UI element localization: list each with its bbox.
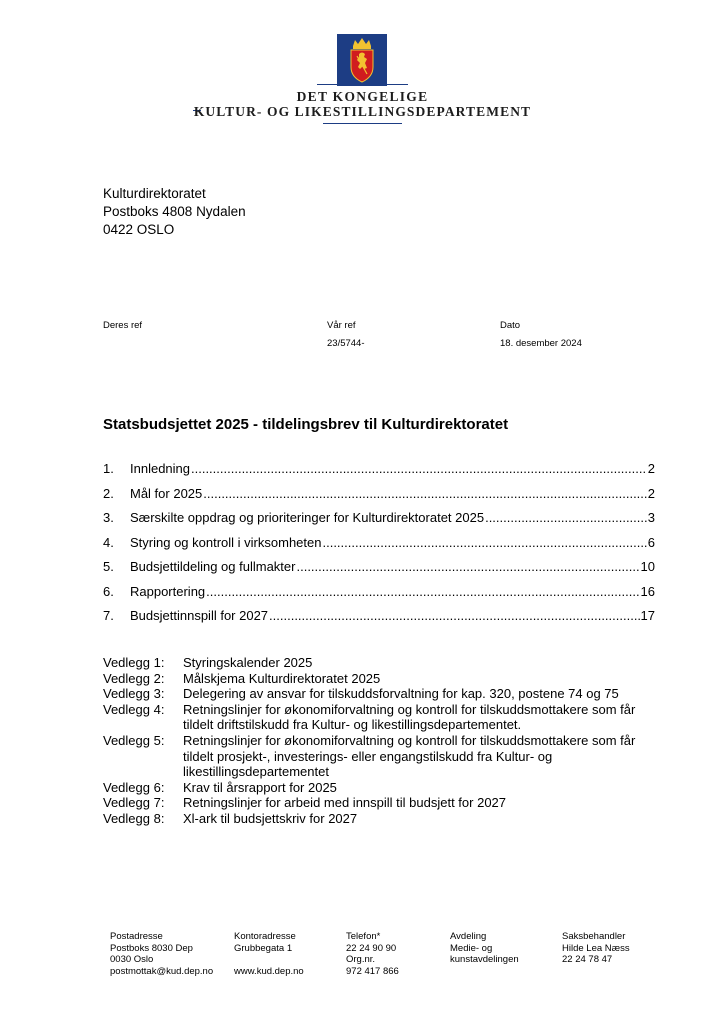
footer-line: kunstavdelingen: [450, 954, 519, 965]
toc-page: 2: [647, 461, 655, 476]
deres-ref-label: Deres ref: [103, 320, 143, 331]
attachment-item: [103, 655, 663, 671]
footer-line: Postboks 8030 Dep: [110, 942, 193, 954]
attachment-label: Vedlegg 3:: [103, 686, 165, 702]
attachment-list: [103, 655, 663, 827]
toc-number: 5.: [103, 559, 114, 574]
footer-heading: Avdeling: [450, 931, 487, 942]
toc-leader: [485, 510, 647, 525]
attachment-text: Xl-ark til budsjettskriv for 2027: [183, 810, 358, 826]
attachment-text: Delegering av ansvar for tilskuddsforvaltning for kap. 320, postene 74 og 75: [183, 686, 619, 702]
footer-line: 22 24 78 47: [562, 954, 613, 965]
dato-value: 18. desember 2024: [500, 338, 582, 349]
toc-entry[interactable]: [103, 486, 655, 502]
toc-leader: [191, 461, 647, 476]
department-name-line1: DET KONGELIGE: [296, 89, 429, 104]
toc-label: Styring og kontroll i virksomheten: [130, 534, 322, 550]
footer-telefon: [346, 931, 399, 977]
toc-entry[interactable]: [103, 510, 655, 526]
attachment-text: Krav til årsrapport for 2025: [183, 779, 337, 795]
header-rule-bottom: [323, 123, 402, 124]
toc-leader: [203, 486, 647, 501]
attachment-text: Retningslinjer for arbeid med innspill til budsjett for 2027: [183, 795, 507, 811]
footer-kontoradresse: [234, 931, 304, 977]
footer-heading: Saksbehandler: [562, 931, 626, 942]
toc-page: 16: [640, 583, 655, 599]
footer-line: 972 417 866: [346, 965, 399, 977]
toc-number: 6.: [103, 583, 114, 599]
attachment-item: [103, 780, 663, 796]
footer-avdeling: [450, 931, 519, 966]
attachment-label: Vedlegg 8:: [103, 810, 165, 826]
footer-line: Medie- og: [450, 942, 493, 954]
footer-saksbehandler: [562, 931, 630, 966]
attachment-label: Vedlegg 6:: [103, 779, 165, 795]
dato-label: Dato: [500, 320, 521, 331]
footer-line: 0030 Oslo: [110, 954, 154, 965]
recipient-line: Kulturdirektoratet: [103, 186, 206, 201]
attachment-item: [103, 686, 663, 702]
header-rule-top: [317, 84, 408, 85]
toc-number: 7.: [103, 608, 114, 623]
footer-website-link[interactable]: www.kud.dep.no: [234, 965, 304, 977]
toc-leader: [269, 608, 640, 623]
attachment-item: [103, 702, 663, 733]
footer-line: 22 24 90 90: [346, 942, 397, 954]
toc-entry[interactable]: [103, 535, 655, 551]
attachment-label: Vedlegg 4:: [103, 701, 165, 717]
toc-label: Budsjettildeling og fullmakter: [130, 559, 296, 574]
toc-leader: [322, 535, 646, 550]
attachment-item: [103, 671, 663, 687]
attachment-item: [103, 811, 663, 827]
toc-label: Budsjettinnspill for 2027: [130, 608, 269, 623]
toc-page: 3: [647, 510, 655, 525]
table-of-contents: [103, 461, 655, 631]
attachment-label: Vedlegg 5:: [103, 732, 165, 748]
attachment-label: Vedlegg 1:: [103, 655, 165, 670]
attachment-text: Retningslinjer for økonomiforvaltning og kontroll for tilskuddsmottakere som får tildelt driftstilskudd fra Kultur- og likestillingsdepartementet.: [183, 701, 636, 733]
var-ref-label: Vår ref: [327, 320, 356, 331]
recipient-line: 0422 OSLO: [103, 222, 175, 237]
toc-number: 2.: [103, 485, 114, 501]
toc-label: Innledning: [130, 461, 190, 476]
toc-label: Rapportering: [130, 583, 206, 599]
footer-line: Hilde Lea Næss: [562, 942, 630, 954]
toc-page: 10: [640, 559, 655, 574]
toc-entry[interactable]: [103, 584, 655, 600]
footer-line: Org.nr.: [346, 954, 376, 965]
toc-entry[interactable]: [103, 559, 655, 575]
attachment-item: [103, 733, 663, 780]
toc-label: Særskilte oppdrag og prioriteringer for Kulturdirektoratet 2025: [130, 510, 485, 525]
toc-page: 2: [647, 485, 655, 501]
recipient-address: [103, 185, 246, 239]
var-ref-value: 23/5744-: [327, 338, 365, 349]
footer-email-link[interactable]: postmottak@kud.dep.no: [110, 965, 214, 977]
attachment-text: Retningslinjer for økonomiforvaltning og kontroll for tilskuddsmottakere som får tildelt prosjekt-, investerings- eller engangstilskudd fra Kultur- og likestillingsdepartementet: [183, 732, 636, 780]
footer-postadresse: [110, 931, 213, 977]
attachment-text: Målskjema Kulturdirektoratet 2025: [183, 670, 381, 686]
footer-heading: Telefon*: [346, 931, 381, 942]
toc-entry[interactable]: [103, 608, 655, 624]
document-title: Statsbudsjettet 2025 - tildelingsbrev til Kulturdirektoratet: [103, 416, 509, 433]
department-name-line2: KULTUR- OG LIKESTILLINGSDEPARTEMENT: [193, 104, 532, 119]
toc-page: 6: [647, 534, 655, 550]
toc-leader: [206, 584, 639, 599]
toc-page: 17: [640, 608, 655, 623]
recipient-line: Postboks 4808 Nydalen: [103, 204, 246, 219]
toc-leader: [296, 559, 639, 574]
toc-entry[interactable]: [103, 461, 655, 477]
footer-line: Grubbegata 1: [234, 942, 293, 954]
attachment-text: Styringskalender 2025: [183, 655, 313, 670]
toc-number: 3.: [103, 510, 114, 525]
footer-heading: Postadresse: [110, 931, 163, 942]
footer-line: [234, 954, 304, 966]
footer-heading: Kontoradresse: [234, 931, 296, 942]
attachment-label: Vedlegg 7:: [103, 795, 165, 811]
attachment-item: [103, 795, 663, 811]
toc-label: Mål for 2025: [130, 485, 203, 501]
toc-number: 1.: [103, 461, 114, 476]
norwegian-coat-of-arms-icon: [337, 34, 387, 86]
attachment-label: Vedlegg 2:: [103, 670, 165, 686]
toc-number: 4.: [103, 534, 114, 550]
